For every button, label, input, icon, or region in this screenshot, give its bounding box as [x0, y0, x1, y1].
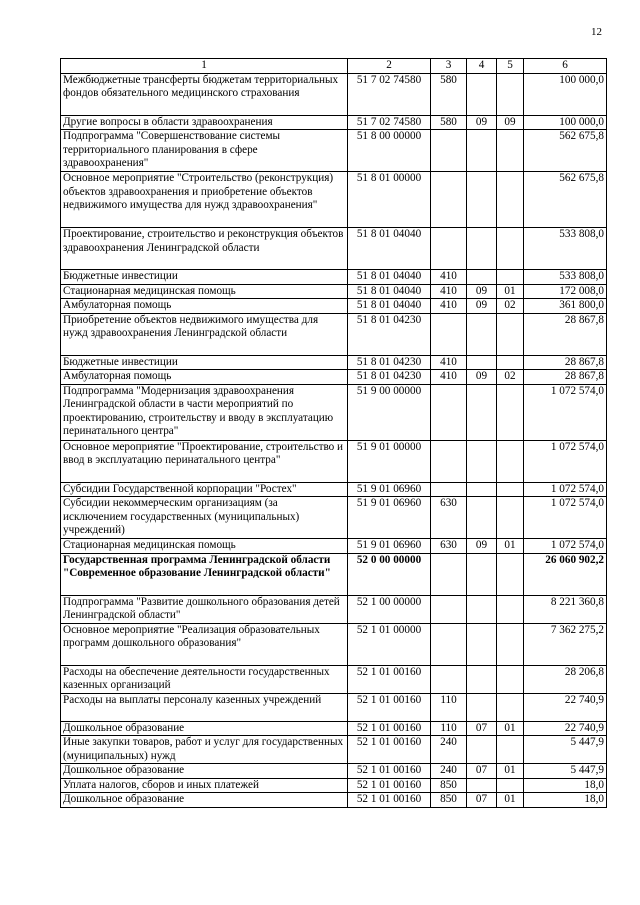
- section: [467, 553, 497, 595]
- expense-type: 850: [431, 793, 467, 808]
- amount: 562 675,8: [524, 172, 607, 228]
- subsection: 01: [497, 793, 524, 808]
- expense-type: [431, 228, 467, 270]
- subsection: [497, 497, 524, 539]
- amount: 1 072 574,0: [524, 539, 607, 554]
- target-article-code: 51 9 01 00000: [348, 440, 431, 482]
- table-row: [61, 497, 607, 539]
- section: [467, 778, 497, 793]
- header-col-6: 6: [524, 59, 607, 74]
- section: [467, 172, 497, 228]
- section: [467, 355, 497, 370]
- amount: 8 221 360,8: [524, 595, 607, 623]
- row-name: Стационарная медицинская помощь: [61, 539, 348, 554]
- target-article-code: 51 8 01 04230: [348, 370, 431, 385]
- expense-type: 580: [431, 115, 467, 130]
- subsection: [497, 482, 524, 497]
- subsection: [497, 623, 524, 665]
- target-article-code: 52 1 01 00160: [348, 665, 431, 693]
- target-article-code: 51 8 01 04040: [348, 299, 431, 314]
- section: [467, 497, 497, 539]
- budget-table: [60, 58, 607, 808]
- amount: 100 000,0: [524, 73, 607, 115]
- section: 07: [467, 764, 497, 779]
- section: [467, 736, 497, 764]
- table-row: [61, 778, 607, 793]
- amount: 18,0: [524, 778, 607, 793]
- amount: 28 867,8: [524, 313, 607, 355]
- amount: 26 060 902,2: [524, 553, 607, 595]
- target-article-code: 51 8 01 00000: [348, 172, 431, 228]
- subsection: [497, 313, 524, 355]
- subsection: [497, 355, 524, 370]
- section: 09: [467, 299, 497, 314]
- table-row: [61, 115, 607, 130]
- subsection: [497, 270, 524, 285]
- table-row: [61, 793, 607, 808]
- amount: 1 072 574,0: [524, 497, 607, 539]
- target-article-code: 52 1 01 00000: [348, 623, 431, 665]
- expense-type: [431, 623, 467, 665]
- expense-type: [431, 553, 467, 595]
- row-name: Государственная программа Ленинградской области "Современное образование Ленинградской области": [61, 553, 348, 595]
- subsection: [497, 384, 524, 440]
- target-article-code: 51 8 01 04040: [348, 270, 431, 285]
- section: 09: [467, 539, 497, 554]
- row-name: Другие вопросы в области здравоохранения: [61, 115, 348, 130]
- expense-type: 240: [431, 736, 467, 764]
- target-article-code: 51 7 02 74580: [348, 73, 431, 115]
- table-row: [61, 384, 607, 440]
- table-row: [61, 355, 607, 370]
- row-name: Бюджетные инвестиции: [61, 355, 348, 370]
- section: [467, 313, 497, 355]
- subsection: 01: [497, 764, 524, 779]
- row-name: Расходы на выплаты персоналу казенных учреждений: [61, 693, 348, 721]
- expense-type: 580: [431, 73, 467, 115]
- row-name: Подпрограмма "Совершенствование системы территориального планирования в сфере здравоохранения": [61, 130, 348, 172]
- target-article-code: 51 9 01 06960: [348, 539, 431, 554]
- row-name: Подпрограмма "Модернизация здравоохранения Ленинградской области в части мероприятий по проектированию, строительству и вводу в эксплуатацию перинатального центра": [61, 384, 348, 440]
- amount: 22 740,9: [524, 721, 607, 736]
- table-row: [61, 313, 607, 355]
- subsection: [497, 553, 524, 595]
- target-article-code: 51 9 01 06960: [348, 482, 431, 497]
- section: 07: [467, 793, 497, 808]
- target-article-code: 51 9 01 06960: [348, 497, 431, 539]
- subsection: [497, 73, 524, 115]
- page-number: 12: [591, 26, 602, 38]
- amount: 5 447,9: [524, 736, 607, 764]
- row-name: Дошкольное образование: [61, 793, 348, 808]
- subsection: [497, 693, 524, 721]
- section: 09: [467, 370, 497, 385]
- subsection: [497, 665, 524, 693]
- expense-type: [431, 313, 467, 355]
- subsection: [497, 440, 524, 482]
- expense-type: 630: [431, 539, 467, 554]
- subsection: [497, 778, 524, 793]
- amount: 18,0: [524, 793, 607, 808]
- table-row: [61, 284, 607, 299]
- section: [467, 595, 497, 623]
- amount: 172 008,0: [524, 284, 607, 299]
- row-name: Проектирование, строительство и реконструкция объектов здравоохранения Ленинградской области: [61, 228, 348, 270]
- section: [467, 693, 497, 721]
- target-article-code: 52 1 01 00160: [348, 778, 431, 793]
- amount: 562 675,8: [524, 130, 607, 172]
- table-row: [61, 440, 607, 482]
- row-name: Дошкольное образование: [61, 721, 348, 736]
- amount: 28 867,8: [524, 355, 607, 370]
- expense-type: 410: [431, 355, 467, 370]
- header-col-1: 1: [61, 59, 348, 74]
- section: [467, 270, 497, 285]
- header-col-4: 4: [467, 59, 497, 74]
- table-row: [61, 73, 607, 115]
- table-row: [61, 693, 607, 721]
- expense-type: 110: [431, 693, 467, 721]
- amount: 5 447,9: [524, 764, 607, 779]
- target-article-code: 51 8 01 04040: [348, 284, 431, 299]
- amount: 100 000,0: [524, 115, 607, 130]
- section: 09: [467, 284, 497, 299]
- section: [467, 384, 497, 440]
- row-name: Приобретение объектов недвижимого имущества для нужд здравоохранения Ленинградской области: [61, 313, 348, 355]
- table-row: [61, 764, 607, 779]
- expense-type: [431, 665, 467, 693]
- table-row: [61, 130, 607, 172]
- target-article-code: 51 9 00 00000: [348, 384, 431, 440]
- subsection: 02: [497, 370, 524, 385]
- target-article-code: 52 1 00 00000: [348, 595, 431, 623]
- amount: 533 808,0: [524, 228, 607, 270]
- row-name: Амбулаторная помощь: [61, 299, 348, 314]
- target-article-code: 52 1 01 00160: [348, 736, 431, 764]
- amount: 28 206,8: [524, 665, 607, 693]
- table-row: [61, 595, 607, 623]
- row-name: Дошкольное образование: [61, 764, 348, 779]
- target-article-code: 51 8 01 04040: [348, 228, 431, 270]
- subsection: 09: [497, 115, 524, 130]
- table-row: [61, 665, 607, 693]
- target-article-code: 52 1 01 00160: [348, 693, 431, 721]
- row-name: Межбюджетные трансферты бюджетам территориальных фондов обязательного медицинского страхования: [61, 73, 348, 115]
- amount: 1 072 574,0: [524, 384, 607, 440]
- amount: 533 808,0: [524, 270, 607, 285]
- table-row: [61, 553, 607, 595]
- amount: 28 867,8: [524, 370, 607, 385]
- row-name: Субсидии Государственной корпорации "Ростех": [61, 482, 348, 497]
- header-row: [61, 59, 607, 74]
- table-row: [61, 736, 607, 764]
- subsection: [497, 130, 524, 172]
- subsection: 01: [497, 539, 524, 554]
- row-name: Иные закупки товаров, работ и услуг для государственных (муниципальных) нужд: [61, 736, 348, 764]
- expense-type: 410: [431, 270, 467, 285]
- target-article-code: 51 8 00 00000: [348, 130, 431, 172]
- row-name: Основное мероприятие "Реализация образовательных программ дошкольного образования": [61, 623, 348, 665]
- table-row: [61, 299, 607, 314]
- expense-type: 240: [431, 764, 467, 779]
- row-name: Уплата налогов, сборов и иных платежей: [61, 778, 348, 793]
- table-row: [61, 721, 607, 736]
- table-row: [61, 482, 607, 497]
- expense-type: [431, 482, 467, 497]
- row-name: Амбулаторная помощь: [61, 370, 348, 385]
- table-row: [61, 172, 607, 228]
- subsection: 01: [497, 721, 524, 736]
- header-col-5: 5: [497, 59, 524, 74]
- expense-type: [431, 595, 467, 623]
- amount: 22 740,9: [524, 693, 607, 721]
- row-name: Бюджетные инвестиции: [61, 270, 348, 285]
- target-article-code: 52 1 01 00160: [348, 764, 431, 779]
- amount: 7 362 275,2: [524, 623, 607, 665]
- table-row: [61, 370, 607, 385]
- table-row: [61, 623, 607, 665]
- section: [467, 228, 497, 270]
- section: [467, 440, 497, 482]
- section: 07: [467, 721, 497, 736]
- expense-type: 850: [431, 778, 467, 793]
- row-name: Субсидии некоммерческим организациям (за исключением государственных (муниципальных) учреждений): [61, 497, 348, 539]
- subsection: [497, 595, 524, 623]
- expense-type: [431, 130, 467, 172]
- amount: 1 072 574,0: [524, 482, 607, 497]
- expense-type: 410: [431, 299, 467, 314]
- subsection: [497, 172, 524, 228]
- subsection: 01: [497, 284, 524, 299]
- table-row: [61, 270, 607, 285]
- header-col-3: 3: [431, 59, 467, 74]
- expense-type: 110: [431, 721, 467, 736]
- expense-type: [431, 172, 467, 228]
- amount: 1 072 574,0: [524, 440, 607, 482]
- target-article-code: 51 8 01 04230: [348, 355, 431, 370]
- amount: 361 800,0: [524, 299, 607, 314]
- row-name: Подпрограмма "Развитие дошкольного образования детей Ленинградской области": [61, 595, 348, 623]
- subsection: [497, 228, 524, 270]
- section: 09: [467, 115, 497, 130]
- subsection: 02: [497, 299, 524, 314]
- row-name: Основное мероприятие "Проектирование, строительство и ввод в эксплуатацию перинатального центра": [61, 440, 348, 482]
- target-article-code: 52 1 01 00160: [348, 793, 431, 808]
- section: [467, 73, 497, 115]
- expense-type: 410: [431, 284, 467, 299]
- section: [467, 130, 497, 172]
- table-row: [61, 228, 607, 270]
- subsection: [497, 736, 524, 764]
- expense-type: [431, 384, 467, 440]
- expense-type: [431, 440, 467, 482]
- target-article-code: 52 0 00 00000: [348, 553, 431, 595]
- row-name: Расходы на обеспечение деятельности государственных казенных организаций: [61, 665, 348, 693]
- table-row: [61, 539, 607, 554]
- target-article-code: 52 1 01 00160: [348, 721, 431, 736]
- section: [467, 623, 497, 665]
- section: [467, 482, 497, 497]
- section: [467, 665, 497, 693]
- target-article-code: 51 8 01 04230: [348, 313, 431, 355]
- target-article-code: 51 7 02 74580: [348, 115, 431, 130]
- row-name: Основное мероприятие "Строительство (реконструкция) объектов здравоохранения и приобретение объектов недвижимого имущества для нужд здравоохранения": [61, 172, 348, 228]
- header-col-2: 2: [348, 59, 431, 74]
- expense-type: 410: [431, 370, 467, 385]
- expense-type: 630: [431, 497, 467, 539]
- row-name: Стационарная медицинская помощь: [61, 284, 348, 299]
